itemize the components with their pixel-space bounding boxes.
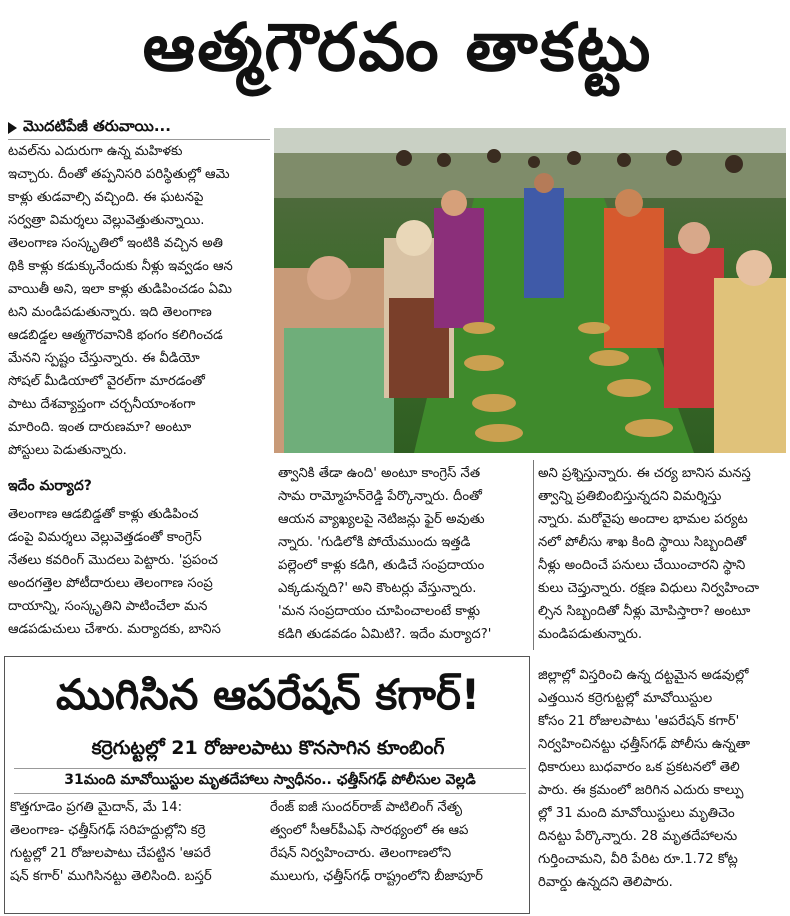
text-line: ఎక్కడున్నది?' అని కౌంటర్లు వేస్తున్నారు. xyxy=(278,581,477,596)
text-line: మారింది. ఇంత దారుణమా? అంటూ xyxy=(8,420,192,435)
text-line: ఆడబిడ్డల ఆత్మగౌరవానికి భంగం కలిగించడ xyxy=(8,328,223,343)
text-line: మండిపడుతున్నారు. xyxy=(538,627,643,642)
text-line: వాయితీ అని, ఇలా కాళ్లు తుడిపించడం ఏమి xyxy=(8,282,232,297)
main-col1 xyxy=(8,140,270,462)
text-line: సోషల్ మీడియాలో వైరల్‌గా మారడంతో xyxy=(8,374,205,389)
text-line: రేంజ్ ఐజీ సుందర్‌రాజ్ పాటిలింగ్ నేతృ xyxy=(270,800,463,815)
text-line: థికి కాళ్లు కడుక్కునేందుకు నీళ్లు ఇవ్వడం ఆన xyxy=(8,259,233,274)
second-story-deck: 31మంది మావోయిస్టుల మృతదేహాలు స్వాధీనం.. ఛత్తీస్‌గఢ్ పోలీసుల వెల్లడి xyxy=(14,768,526,794)
text-line: న్నారు. మరోవైపు అందాల భామల పర్యట xyxy=(538,512,748,527)
text-line: నిర్వహించినట్టు ఛత్తీస్‌గఢ్ పోలీసు ఉన్నతా xyxy=(538,737,751,752)
text-line: రేషన్ నిర్వహించారు. తెలంగాణలోని xyxy=(270,846,452,861)
text-line: కొత్తగూడెం ప్రగతి మైదాన్, మే 14: xyxy=(10,800,183,815)
kicker-text: మొదటిపేజీ తరువాయి... xyxy=(23,117,171,135)
text-line: ల్లో 31 మంది మావోయిస్టులు మృతిచెం xyxy=(538,806,735,821)
main-col2 xyxy=(278,462,528,646)
continuation-kicker xyxy=(8,117,270,140)
second-story-subheadline: కర్రెగుట్టల్లో 21 రోజులపాటు కొనసాగిన కూంబింగ్ xyxy=(91,736,445,759)
subhead: ఇదేం మర్యాద? xyxy=(8,478,92,494)
text-line: త్వానికి తేడా ఉంది' అంటూ కాంగ్రెస్ నేత xyxy=(278,466,481,481)
main-col3 xyxy=(538,462,786,646)
arrow-icon xyxy=(8,122,17,134)
text-line: కాళ్లు తుడవాల్సి వచ్చింది. ఈ ఘటనపై xyxy=(8,190,204,205)
photo-women-seated-icon xyxy=(274,128,786,453)
text-line: సర్వత్రా విమర్శలు వెల్లువెత్తుతున్నాయి. xyxy=(8,213,205,228)
text-line: ఎత్తయిన కర్రెగుట్టల్లో మావోయిస్టుల xyxy=(538,691,713,706)
text-line: ఇచ్చారు. దీంతో తప్పనిసరి పరిస్థితుల్లో ఆమె xyxy=(8,167,230,182)
text-line: న్నారు. 'గుడిలోకి పోయేముందు ఇత్తడి xyxy=(278,535,471,550)
text-line: త్వాన్ని ప్రతిబింబిస్తున్నదని విమర్శిస్తు xyxy=(538,489,722,504)
text-line: ధికారులు బుధవారం ఒక ప్రకటనలో తెలి xyxy=(538,760,740,775)
news-photo xyxy=(274,128,786,453)
text-line: 'మన సంప్రదాయం చూపించాలంటే కాళ్లు xyxy=(278,604,481,619)
text-line: జిల్లాల్లో విస్తరించి ఉన్న దట్టమైన అడవుల్లో xyxy=(538,668,749,683)
second-col3 xyxy=(538,664,786,894)
text-line: టవల్‌ను ఎదురుగా ఉన్న మహిళకు xyxy=(8,144,183,159)
main-col1b xyxy=(8,503,270,641)
text-line: నలో పోలీసు శాఖ కింది స్థాయి సిబ్బందితో xyxy=(538,535,747,550)
text-line: టని మండిపడుతున్నారు. ఇది తెలంగాణ xyxy=(8,305,212,320)
text-line: పారు. ఈ క్రమంలో జరిగిన ఎదురు కాల్పు xyxy=(538,783,744,798)
second-col1 xyxy=(10,796,262,888)
text-line: అని ప్రశ్నిస్తున్నారు. ఈ చర్య బానిస మనస్త xyxy=(538,466,751,481)
headline: ఆత్మగౌరవం తాకట్టు xyxy=(142,8,653,86)
text-line: ఆయన వ్యాఖ్యలపై నెటిజన్లు ఫైర్ అవుతు xyxy=(278,512,485,527)
text-line: పోస్టులు పెడుతున్నారు. xyxy=(8,443,127,458)
text-line: గుట్టల్లో 21 రోజులపాటు చేపట్టిన 'ఆపరే xyxy=(10,846,211,861)
text-line: దినట్టు పేర్కొన్నారు. 28 మృతదేహాలను xyxy=(538,829,738,844)
text-line: కడిగి తుడవడం ఏమిటి?. ఇదేం మర్యాద?' xyxy=(278,627,492,642)
second-story-headline: ముగిసిన ఆపరేషన్ కగార్! xyxy=(55,670,481,719)
text-line: దాయాన్ని, సంస్కృతిని పాటించేలా మన xyxy=(8,599,208,614)
text-line: డంపై విమర్శలు వెల్లువెత్తడంతో కాంగ్రెస్ xyxy=(8,530,202,545)
text-line: ములుగు, ఛత్తీస్‌గఢ్ రాష్ట్రంలోని బీజాపూర్ xyxy=(270,869,483,884)
text-line: తెలంగాణ ఆడబిడ్డతో కాళ్లు తుడిపించ xyxy=(8,507,199,522)
second-col2 xyxy=(270,796,522,888)
text-line: నేతలు కవరింగ్ మొదలు పెట్టారు. 'ప్రపంచ xyxy=(8,553,218,568)
text-line: నీళ్లు అందించే పనులు చేయించారని స్థాని xyxy=(538,558,746,573)
text-line: తెలంగాణ సంస్కృతిలో ఇంటికి వచ్చిన అతి xyxy=(8,236,223,251)
text-line: కోసం 21 రోజులపాటు 'ఆపరేషన్ కగార్' xyxy=(538,714,740,729)
column-rule xyxy=(533,460,534,650)
text-line: తెలంగాణ- ఛత్తీస్‌గఢ్ సరిహద్దుల్లోని కర్రె xyxy=(10,823,206,838)
text-line: త్వంలో సీఆర్‌పీఎఫ్ సారథ్యంలో ఈ ఆప xyxy=(270,823,469,838)
text-line: పాటు దేశవ్యాప్తంగా చర్చనీయాంశంగా xyxy=(8,397,196,412)
text-line: ఆడపడుచులు చేశారు. మర్యాదకు, బానిస xyxy=(8,622,221,637)
text-line: గుర్తించామని, వీరి పేరిట రూ.1.72 కోట్ల xyxy=(538,852,738,867)
text-line: సామ రామ్మోహన్‌రెడ్డి పేర్కొన్నారు. దీంతో xyxy=(278,489,482,504)
text-line: రివార్డు ఉన్నదని తెలిపారు. xyxy=(538,875,673,890)
text-line: అందగత్తెల పోటీదారులు తెలంగాణ సంప్ర xyxy=(8,576,213,591)
text-line: మేనని స్పష్టం చేస్తున్నారు. ఈ వీడియో xyxy=(8,351,200,366)
text-line: కులు చెప్తున్నారు. రక్షణ విధులు నిర్వహించా xyxy=(538,581,759,596)
text-line: పల్లెంలో కాళ్లు కడిగి, తుడిచే సంప్రదాయం xyxy=(278,558,485,573)
text-line: షన్ కగార్' ముగిసినట్టు తెలిసింది. బస్తర్ xyxy=(10,869,212,884)
text-line: ల్సిన సిబ్బందితో నీళ్లు మోపిస్తారా? అంటూ xyxy=(538,604,751,619)
